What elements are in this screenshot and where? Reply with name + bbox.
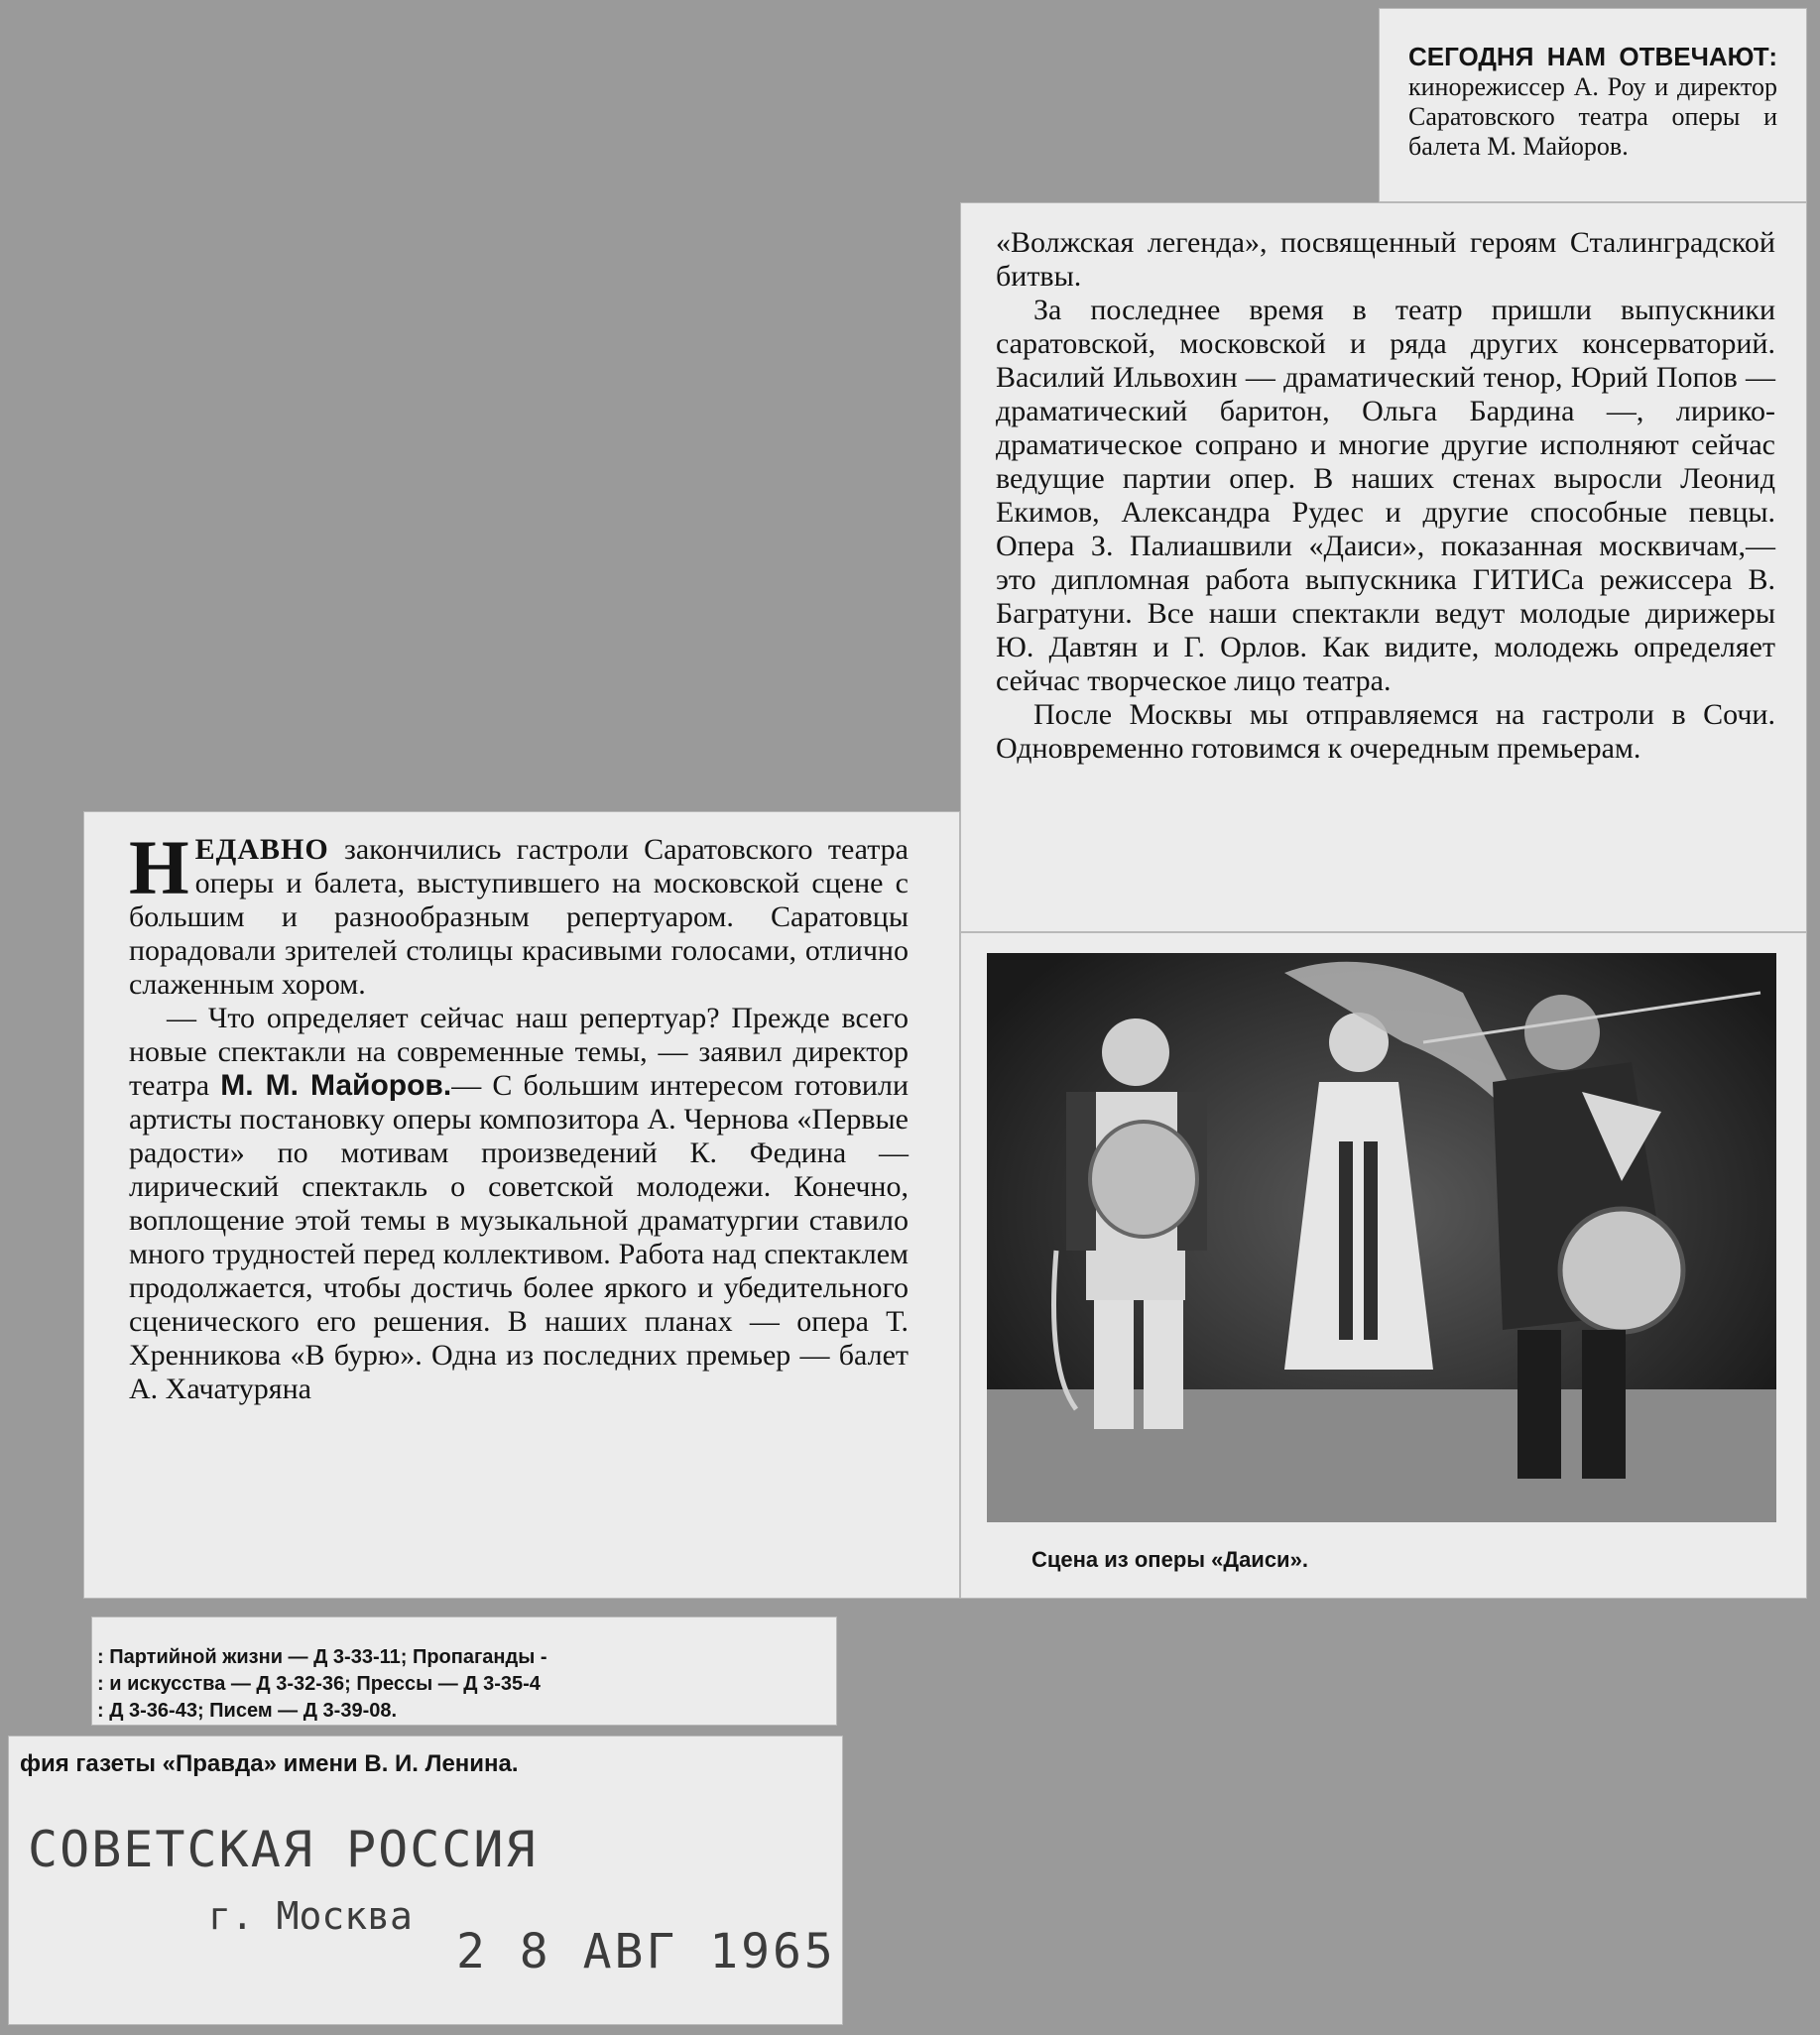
stamp-newspaper-name: СОВЕТСКАЯ РОССИЯ [28,1821,538,1878]
stamp-date: 2 8 АВГ 1965 [456,1924,836,1979]
header-note-lead: СЕГОДНЯ НАМ ОТВЕЧАЮТ: [1408,42,1777,71]
stamp-city: г. Москва [208,1894,413,1938]
opera-scene-illustration [987,953,1776,1522]
phone-line: : Партийной жизни — Д 3-33-11; Пропаганды - [97,1646,547,1668]
phone-line: : Д 3-36-43; Писем — Д 3-39-08. [97,1700,398,1722]
phone-directory [97,1644,831,1725]
director-name: М. М. Майоров. [220,1069,452,1102]
right-paragraph-2: За последнее время в театр пришли выпускники саратовской, московской и ряда других консерваторий. Василий Ильвохин — драматический тенор, Юрий Попов — драматический баритон, Ольга Бардина —, лирико-драматическое сопрано и многие другие исполняют сейчас ведущие партии опер. В наших стенах выросли Леонид Екимов, Александра Рудес и другие способные певцы. Опера З. Палиашвили «Даиси», показанная москвичам,— это дипломная работа выпускника ГИТИСа режиссера В. Багратуни. Все наши спектакли ведут молодые дирижеры Ю. Давтян и Г. Орлов. Как видите, молодежь определяет сейчас творческое лицо театра. [996,294,1775,697]
right-column-text [996,226,1775,766]
caps-word: ЕДАВНО [194,833,329,866]
left-paragraph-intro [129,824,909,1002]
quote-start: — Что определяет сейчас наш репертуар? Прежде всего новые спектакли на современные темы, — заявил директор театра [129,1002,909,1102]
intro-text: закончились гастроли Саратовского театра оперы и балета, выступившего на московской сцене с большим и разнообразным репертуаром. Саратовцы порадовали зрителей столицы красивыми голосами, отлично слаженным хором. [129,833,909,1001]
header-note [1408,42,1777,162]
phone-line: : и искусства — Д 3-32-36; Прессы — Д 3-35-4 [97,1673,541,1695]
quote-rest: — С большим интересом готовили артисты постановку оперы композитора А. Чернова «Первые радости» по мотивам произведений К. Федина — лирический спектакль о советской молодежи. Конечно, воплощение этой темы в музыкальной драматургии ставило много трудностей перед коллективом. Работа над спектаклем продолжается, чтобы достичь более яркого и убедительного сценического его решения. В наших планах — опера Т. Хренникова «В бурю». Одна из последних премьер — балет А. Хачатуряна [129,1069,909,1405]
photo-caption: Сцена из оперы «Даиси». [1031,1547,1308,1572]
stamp-clipping [8,1736,843,2025]
header-note-text: кинорежиссер А. Роу и директор Саратовского театра оперы и балета М. Майоров. [1408,72,1777,161]
right-paragraph-3: После Москвы мы отправляемся на гастроли в Сочи. Одновременно готовимся к очередным премьерам. [996,698,1775,765]
left-column-text [129,824,909,1406]
left-paragraph-quote [129,1002,909,1406]
printer-line: фия газеты «Правда» имени В. И. Ленина. [20,1750,519,1777]
opera-scene-photo [987,953,1776,1522]
drop-cap: Н [129,824,189,910]
right-paragraph-1: «Волжская легенда», посвященный героям Сталинградской битвы. [996,226,1775,293]
